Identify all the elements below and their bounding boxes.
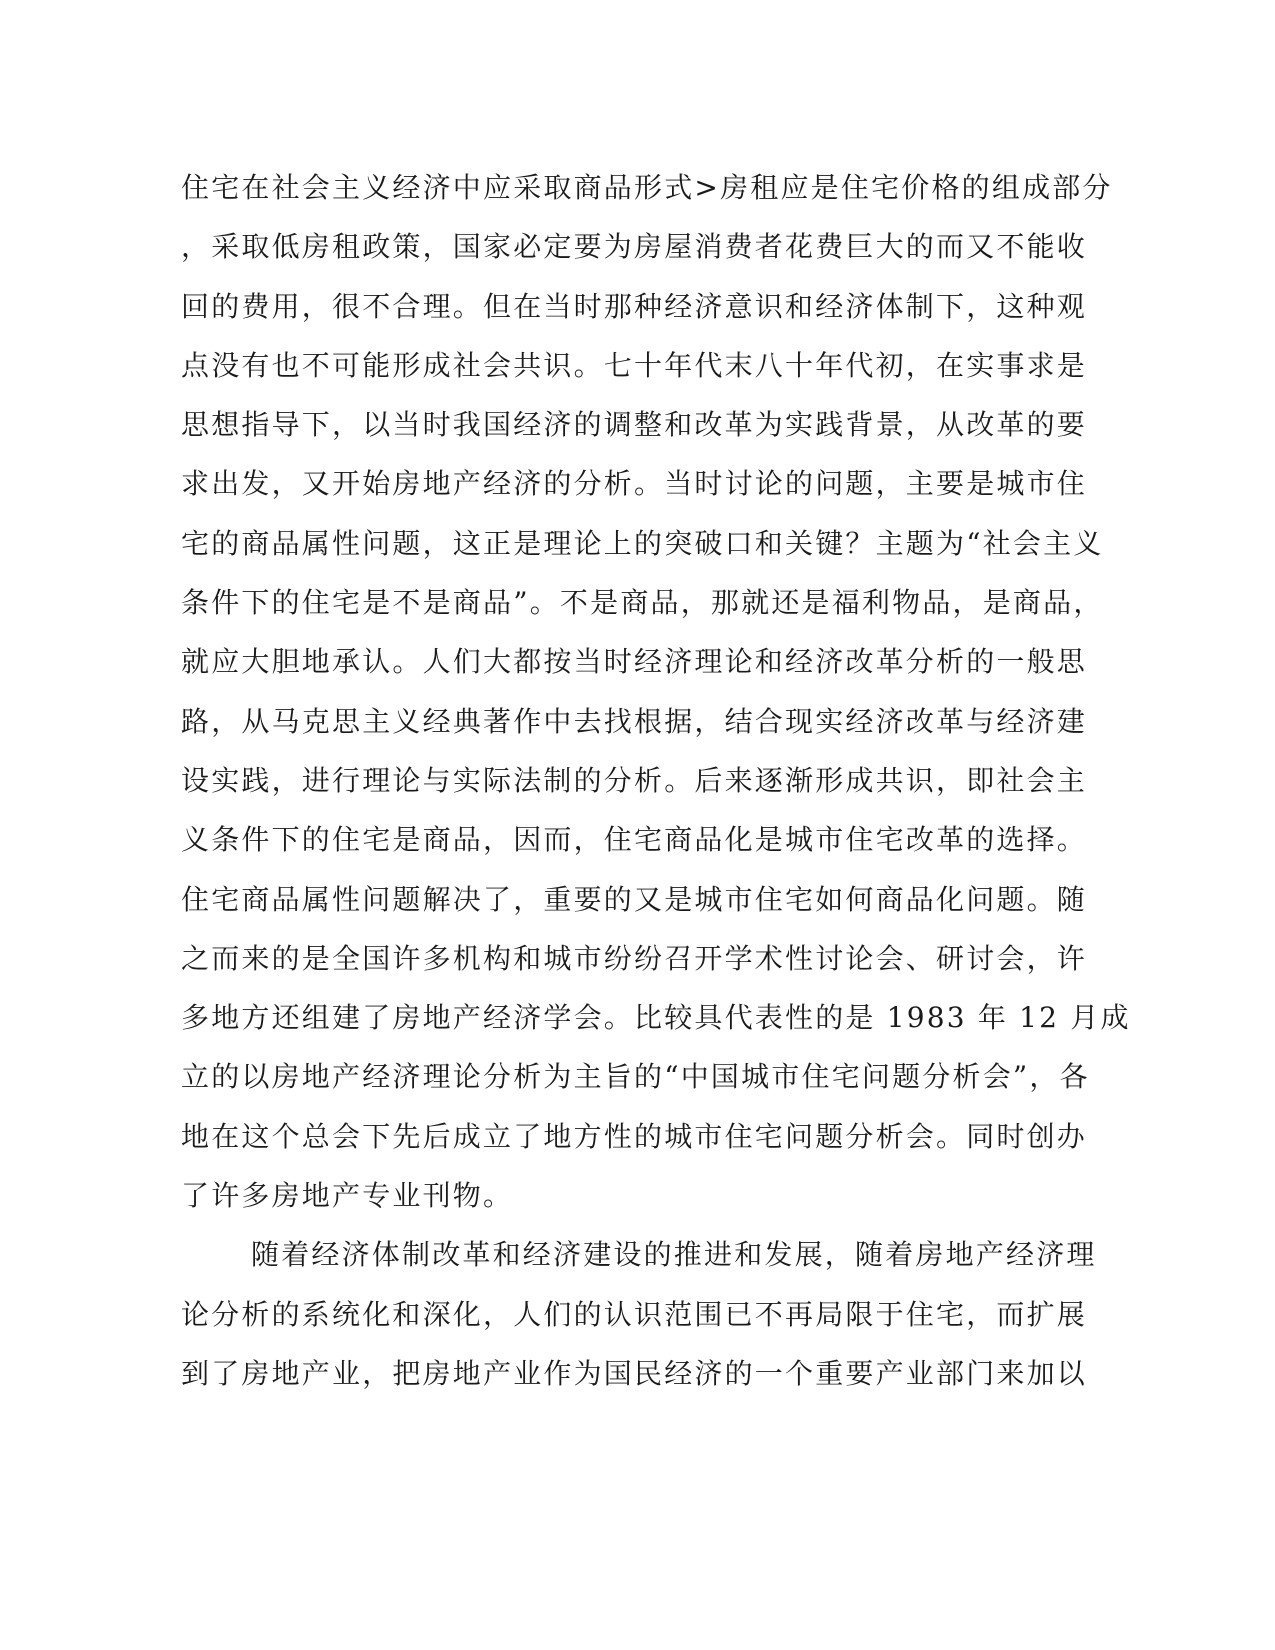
text-line: 就应大胆地承认。人们大都按当时经济理论和经济改革分析的一般思 bbox=[181, 645, 1088, 679]
paragraph-start-line: 随着经济体制改革和经济建设的推进和发展，随着房地产经济理 bbox=[251, 1238, 1097, 1272]
text-line: 回的费用，很不合理。但在当时那种经济意识和经济体制下，这种观 bbox=[181, 289, 1088, 323]
text-line: 之而来的是全国许多机构和城市纷纷召开学术性讨论会、研讨会，许 bbox=[181, 941, 1088, 975]
text-line: 立的以房地产经济理论分析为主旨的“中国城市住宅问题分析会”，各 bbox=[181, 1060, 1090, 1094]
text-line: 宅的商品属性问题，这正是理论上的突破口和关键？主题为“社会主义 bbox=[181, 526, 1104, 560]
text-line: 到了房地产业，把房地产业作为国民经济的一个重要产业部门来加以 bbox=[181, 1356, 1088, 1390]
text-line: 住宅商品属性问题解决了，重要的又是城市住宅如何商品化问题。随 bbox=[181, 882, 1088, 916]
text-line: 论分析的系统化和深化，人们的认识范围已不再局限于住宅，而扩展 bbox=[181, 1297, 1088, 1331]
text-line: 住宅在社会主义经济中应采取商品形式>房租应是住宅价格的组成部分 bbox=[181, 171, 1113, 204]
text-line: 点没有也不可能形成社会共识。七十年代末八十年代初，在实事求是 bbox=[181, 348, 1088, 382]
text-line: 思想指导下，以当时我国经济的调整和改革为实践背景，从改革的要 bbox=[181, 408, 1088, 442]
text-line: 多地方还组建了房地产经济学会。比较具代表性的是 1983 年 12 月成 bbox=[181, 1001, 1131, 1035]
text-line: 设实践，进行理论与实际法制的分析。后来逐渐形成共识，即社会主 bbox=[181, 763, 1088, 797]
body-text bbox=[181, 158, 1131, 1403]
text-line: 路，从马克思主义经典著作中去找根据，结合现实经济改革与经济建 bbox=[181, 704, 1088, 738]
text-line: 求出发，又开始房地产经济的分析。当时讨论的问题，主要是城市住 bbox=[181, 467, 1088, 501]
text-line: 了许多房地产专业刊物。 bbox=[181, 1179, 514, 1213]
text-line: 地在这个总会下先后成立了地方性的城市住宅问题分析会。同时创办 bbox=[181, 1119, 1088, 1153]
text-line: 义条件下的住宅是商品，因而，住宅商品化是城市住宅改革的选择。 bbox=[181, 823, 1088, 857]
text-line: ，采取低房租政策，国家必定要为房屋消费者花费巨大的而又不能收 bbox=[181, 230, 1088, 264]
text-line: 条件下的住宅是不是商品”。不是商品，那就还是福利物品，是商品， bbox=[181, 586, 1104, 620]
